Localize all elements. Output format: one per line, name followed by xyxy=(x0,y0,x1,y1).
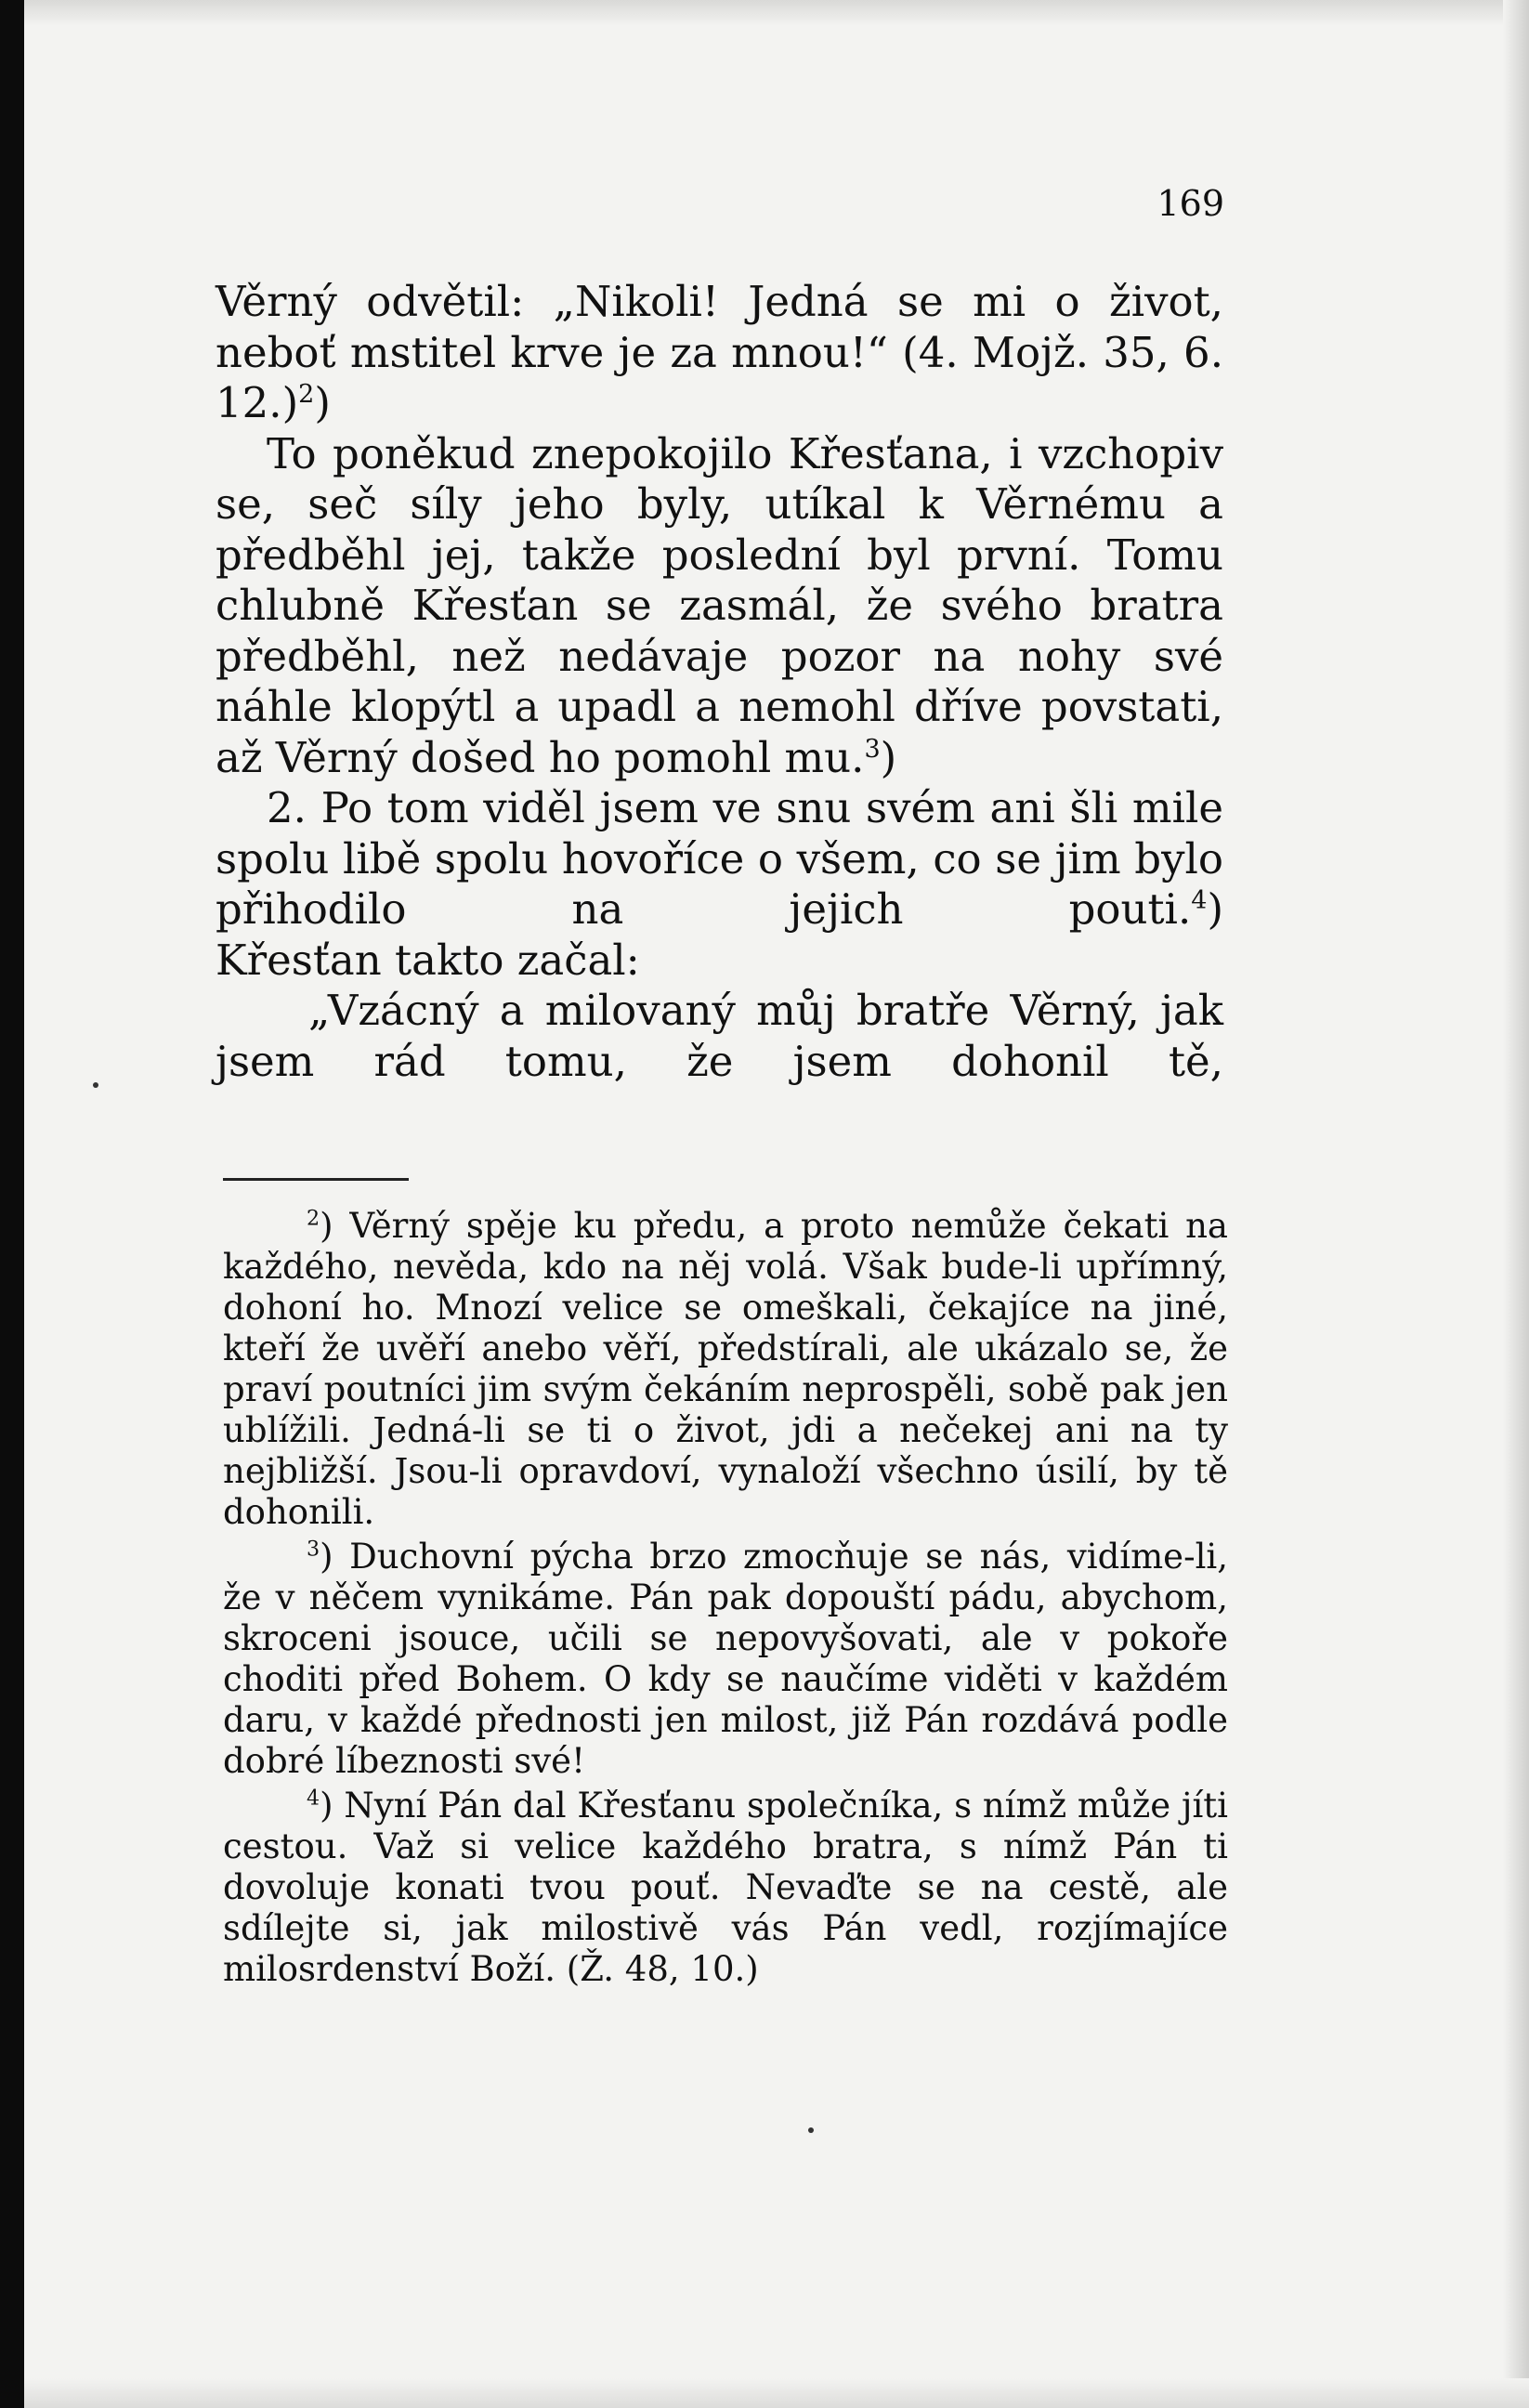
paragraph: Věrný odvětil: „Nikoli! Jedná se mi o život, neboť mstitel krve je za mnou!“ (4. Mojž. 35, 6. 12.)$^2$) xyxy=(216,277,1223,427)
main-text xyxy=(216,277,1223,1087)
paragraph-text: „Vzácný a milovaný můj bratře Věrný, jak jsem rád tomu, že jsem dohonil tě, xyxy=(216,986,1223,1086)
page-number: 169 xyxy=(1157,183,1224,224)
scan-border-top xyxy=(24,0,1529,26)
footnote: $^4$) Nyní Pán dal Křesťanu společníka, s nímž může jíti cestou. Važ si velice každého bratra, s nímž Pán ti dovoluje konati tvou pouť. Nevaďte se na cestě, ale sdílejte si, jak milostivě vás Pán vedl, rozjímajíce milosrdenství Boží. (Ž. 48, 10.) xyxy=(223,1786,1228,1989)
paragraph-text: To poněkud znepokojilo Křesťana, i vzchopiv se, seč síly jeho byly, utíkal k Věrnému a předběhl jej, takže poslední byl první. Tomu chlubně Křesťan se zasmál, že svého bratra předběhl, než nedávaje pozor na nohy své náhle klopýtl a upadl a nemohl dříve povstati, až Věrný došed ho pomohl mu. xyxy=(216,428,1223,782)
footnote-mark: 3 xyxy=(307,1537,320,1562)
footnote-ref: 3 xyxy=(864,734,881,764)
footnote-separator xyxy=(223,1178,409,1181)
scan-speck xyxy=(808,2127,814,2133)
paragraph-text: 2. Po tom viděl jsem ve snu svém ani šli mile spolu libě spolu hovoříce o všem, co se jim bylo přihodilo na jejich pouti. xyxy=(216,783,1223,934)
footnote: $^3$) Duchovní pýcha brzo zmocňuje se nás, vidíme-li, že v něčem vynikáme. Pán pak dopouští pádu, abychom, skroceni jsouce, učili se nepovyšovati, ale v pokoře choditi před Bohem. O kdy se naučíme viděti v každém daru, v každé přednosti jen milost, již Pán rozdává podle dobré líbeznosti své! xyxy=(223,1537,1228,1781)
scan-border-right xyxy=(1503,0,1529,2408)
paragraph-text: Křesťan takto začal: xyxy=(216,935,640,985)
footnote-text: Věrný spěje ku předu, a proto nemůže čekati na každého, nevěda, kdo na něj volá. Však bude-li upřímný, dohoní ho. Mnozí velice se omeškali, čekajíce na jiné, kteří že uvěří anebo věří, předstírali, ale ukázalo se, že praví poutníci jim svým čekáním neprospěli, sobě pak jen ublížili. Jedná-li se ti o život, jdi a nečekej ani na ty nejbližší. Jsou-li opravdoví, vynaloží všechno úsilí, by tě dohonili. xyxy=(223,1206,1228,1532)
footnotes xyxy=(223,1206,1228,1994)
scan-border-bottom xyxy=(24,2378,1529,2408)
footnote-text: Duchovní pýcha brzo zmocňuje se nás, vidíme-li, že v něčem vynikáme. Pán pak dopouští pádu, abychom, skroceni jsouce, učili se nepovyšovati, ale v pokoře choditi před Bohem. O kdy se naučíme viděti v každém daru, v každé přednosti jen milost, již Pán rozdává podle dobré líbeznosti své! xyxy=(223,1537,1228,1781)
footnote-mark: 2 xyxy=(307,1206,320,1231)
paragraph: 2. Po tom viděl jsem ve snu svém ani šli mile spolu libě spolu hovoříce o všem, co se jim bylo přihodilo na jejich pouti.$^4$) xyxy=(216,783,1223,934)
paragraph-text: Věrný odvětil: „Nikoli! Jedná se mi o život, neboť mstitel krve je za mnou!“ (4. Mojž. 35, 6. 12.) xyxy=(216,277,1223,427)
paragraph xyxy=(216,936,1223,987)
paragraph: To poněkud znepokojilo Křesťana, i vzchopiv se, seč síly jeho byly, utíkal k Věrnému a předběhl jej, takže poslední byl první. Tomu chlubně Křesťan se zasmál, že svého bratra předběhl, než nedávaje pozor na nohy své náhle klopýtl a upadl a nemohl dříve povstati, až Věrný došed ho pomohl mu.$^3$) xyxy=(216,428,1223,782)
scan-border-left xyxy=(0,0,24,2408)
footnote-ref: 4 xyxy=(1191,886,1208,915)
scan-speck xyxy=(93,1082,98,1088)
footnote-text: Nyní Pán dal Křesťanu společníka, s nímž může jíti cestou. Važ si velice každého bratra, s nímž Pán ti dovoluje konati tvou pouť. Nevaďte se na cestě, ale sdílejte si, jak milostivě vás Pán vedl, rozjímajíce milosrdenství Boží. (Ž. 48, 10.) xyxy=(223,1786,1228,1989)
footnote: $^2$) Věrný spěje ku předu, a proto nemůže čekati na každého, nevěda, kdo na něj volá. Však bude-li upřímný, dohoní ho. Mnozí velice se omeškali, čekajíce na jiné, kteří že uvěří anebo věří, předstírali, ale ukázalo se, že praví poutníci jim svým čekáním neprospěli, sobě pak jen ublížili. Jedná-li se ti o život, jdi a nečekej ani na ty nejbližší. Jsou-li opravdoví, vynaloží všechno úsilí, by tě dohonili. xyxy=(223,1206,1228,1532)
paragraph xyxy=(216,986,1223,1087)
footnote-ref: 2 xyxy=(298,380,315,409)
footnote-mark: 4 xyxy=(307,1786,320,1811)
